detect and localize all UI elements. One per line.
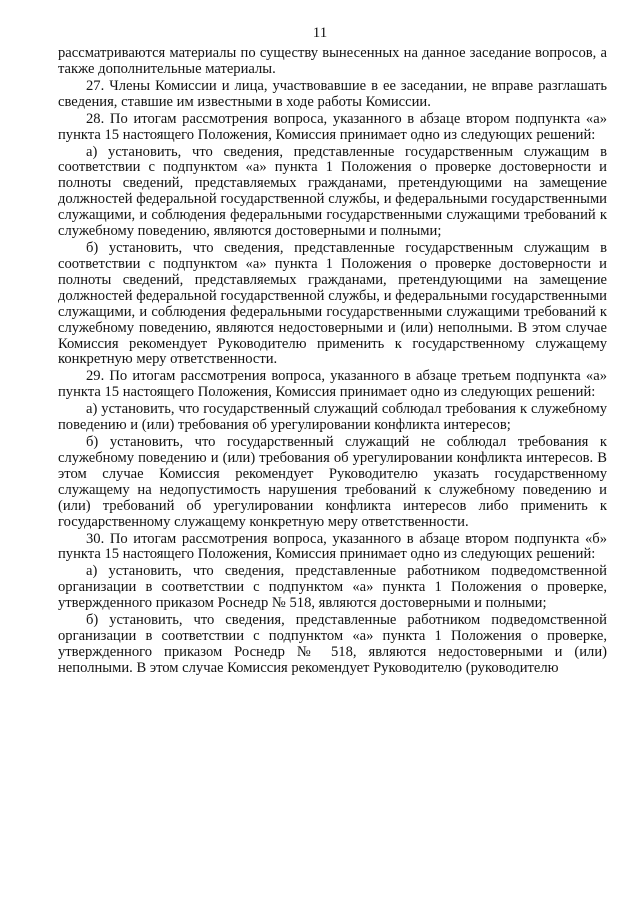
paragraph-28-a: а) установить, что сведения, представленные государственным служащим в соответствии с подпунктом «а» пункта 1 Положения о проверке достоверности и полноты сведений, представляемых гражданами, претендующими на замещение должностей федеральной государственной службы, и федеральными государственными служащими, и соблюдения федеральными государственными служащими требований к служебному поведению, являются достоверными и полными; (58, 143, 607, 240)
page-number: 11 (312, 25, 328, 41)
paragraph-29: 29. По итогам рассмотрения вопроса, указанного в абзаце третьем подпункта «а» пункта 15 настоящего Положения, Комиссия принимает одно из следующих решений: (58, 368, 607, 401)
paragraph-28-b: б) установить, что сведения, представленные государственным служащим в соответствии с подпунктом «а» пункта 1 Положения о проверке достоверности и полноты сведений, представляемых гражданами, претендующими на замещение должностей федеральной государственной службы, и федеральными государственными служащими, и соблюдения федеральными государственными служащими требований к служебному поведению, являются недостоверными и (или) неполными. В этом случае Комиссия рекомендует Руководителю применить к государственному служащему конкретную меру ответственности. (58, 240, 607, 368)
paragraph-27: 27. Члены Комиссии и лица, участвовавшие в ее заседании, не вправе разглашать сведения, ставшие им известными в ходе работы Комиссии. (58, 77, 607, 110)
paragraph-continuation: рассматриваются материалы по существу вынесенных на данное заседание вопросов, а также дополнительные материалы. (58, 45, 607, 77)
paragraph-28: 28. По итогам рассмотрения вопроса, указанного в абзаце втором подпункта «а» пункта 15 настоящего Положения, Комиссия принимает одно из следующих решений: (58, 110, 607, 143)
document-body (58, 46, 607, 678)
paragraph-30: 30. По итогам рассмотрения вопроса, указанного в абзаце втором подпункта «б» пункта 15 настоящего Положения, Комиссия принимает одно из следующих решений: (58, 530, 607, 563)
paragraph-29-a: а) установить, что государственный служащий соблюдал требования к служебному поведению и (или) требования об урегулировании конфликта интересов; (58, 401, 607, 434)
paragraph-30-b: б) установить, что сведения, представленные работником подведомственной организации в соответствии с подпунктом «а» пункта 1 Положения о проверке, утвержденного приказом Роснедр № 518, являются недостоверными и (или) неполными. В этом случае Комиссия рекомендует Руководителю (руководителю (58, 612, 607, 676)
paragraph-29-b: б) установить, что государственный служащий не соблюдал требования к служебному поведению и (или) требования об урегулировании конфликта интересов. В этом случае Комиссия рекомендует Руководителю указать государственному служащему на недопустимость нарушения требований к служебному поведению и (или) требований об урегулировании конфликта интересов либо применить к государственному служащему конкретную меру ответственности. (58, 434, 607, 530)
paragraph-30-a: а) установить, что сведения, представленные работником подведомственной организации в соответствии с подпунктом «а» пункта 1 Положения о проверке, утвержденного приказом Роснедр № 518, являются достоверными и полными; (58, 563, 607, 612)
